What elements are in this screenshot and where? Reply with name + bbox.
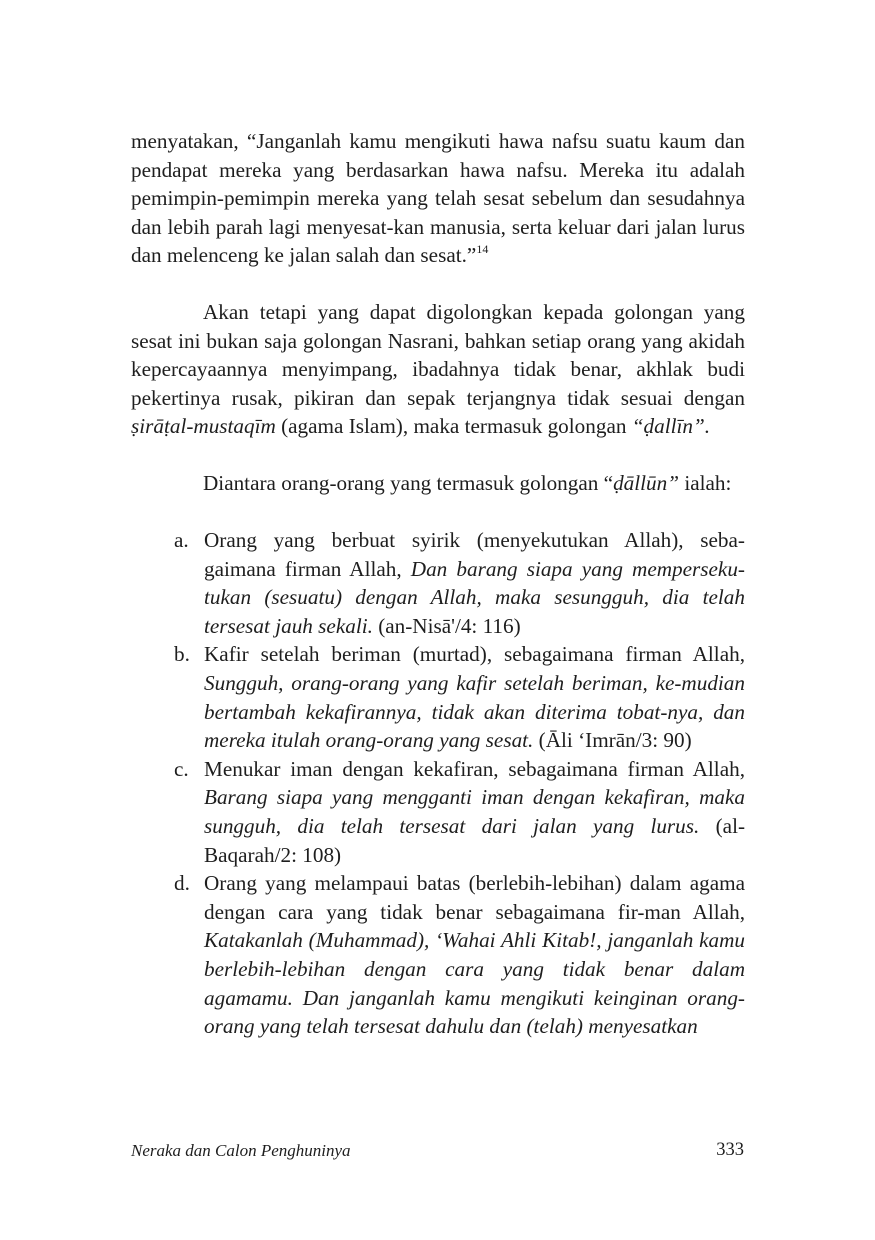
list-item-b <box>131 640 745 754</box>
running-footer-title: Neraka dan Calon Penghuninya <box>131 1141 351 1160</box>
list-item-a <box>131 526 745 640</box>
paragraph-3-text-b: ialah: <box>679 471 732 495</box>
list-marker: c. <box>174 756 189 781</box>
misguided-groups-list <box>131 526 745 1041</box>
quran-quote: Katakanlah (Muhammad), ‘Wahai Ahli Kitab!, janganlah kamu berlebih-lebihan dengan cara yang tidak benar dalam agamamu. Dan janganlah kamu mengikuti keinginan orang-orang yang telah tersesat dahulu dan (telah) menyesatkan <box>204 928 745 1039</box>
verse-reference: (Āli ‘Imrān/3: 90) <box>533 728 692 753</box>
paragraph-2-text-a: Akan tetapi yang dapat digolongkan kepada golongan yang sesat ini bukan saja golongan Nasrani, bahkan setiap orang yang akidah kepercayaannya menyimpang, ibadahnya tidak benar, akhlak budi pekertinya rusak, pikiran dan sepak terjangnya tidak sesuai dengan <box>131 300 745 410</box>
quran-quote: Sungguh, orang-orang yang kafir setelah beriman, ke-mudian bertambah kekafirannya, tidak akan diterima tobat-nya, dan mereka itulah orang-orang yang sesat. <box>204 670 745 753</box>
paragraph-2-text-b: (agama Islam), maka termasuk golongan <box>275 414 632 439</box>
paragraph-3 <box>131 469 745 498</box>
verse-reference: (an-Nisā'/4: 116) <box>372 613 521 638</box>
footnote-ref-14[interactable]: 14 <box>476 242 489 257</box>
quran-quote: Dan barang siapa yang memperseku-tukan (sesuatu) dengan Allah, maka sesungguh, dia telah tersesat jauh sekali. <box>204 556 745 638</box>
list-item-text: Orang yang berbuat syirik (menyekutukan Allah), seba-gaimana firman Allah, <box>204 528 745 581</box>
list-item-text: Kafir setelah beriman (murtad), sebagaimana firman Allah, <box>204 642 745 667</box>
list-marker: a. <box>174 528 189 552</box>
list-item-d <box>131 869 745 1041</box>
list-item-c <box>131 755 745 869</box>
list-item-text: Menukar iman dengan kekafiran, sebagaimana firman Allah, <box>204 756 745 781</box>
verse-reference: (al-Baqarah/2: 108) <box>204 813 746 867</box>
page-number: 333 <box>716 1140 744 1160</box>
list-marker: b. <box>174 642 190 667</box>
term-dallun: ḍāllūn” <box>613 471 680 495</box>
quran-quote: Barang siapa yang mengganti iman dengan kekafiran, maka sungguh, dia telah tersesat dari jalan yang lurus. <box>204 785 745 838</box>
paragraph-3-text-a: Diantara orang-orang yang termasuk golongan “ <box>203 471 614 495</box>
list-marker: d. <box>174 871 190 896</box>
term-sirathal-mustaqim: ṣirāṭal-mustaqīm <box>131 414 276 439</box>
term-dallin: “ḍallīn”. <box>631 414 711 439</box>
paragraph-1 <box>131 127 745 270</box>
paragraph-2 <box>131 298 745 441</box>
paragraph-1-text: menyatakan, “Janganlah kamu mengikuti hawa nafsu suatu kaum dan pendapat mereka yang berdasarkan hawa nafsu. Mereka itu adalah pemimpin-pemimpin mereka yang telah sesat sebelum dan sesudahnya dan lebih parah lagi menyesat-kan manusia, serta keluar dari jalan lurus dan melenceng ke jalan salah dan sesat.” <box>131 129 745 268</box>
list-item-text: Orang yang melampaui batas (berlebih-lebihan) dalam agama dengan cara yang tidak benar sebagaimana fir-man Allah, <box>204 871 745 924</box>
